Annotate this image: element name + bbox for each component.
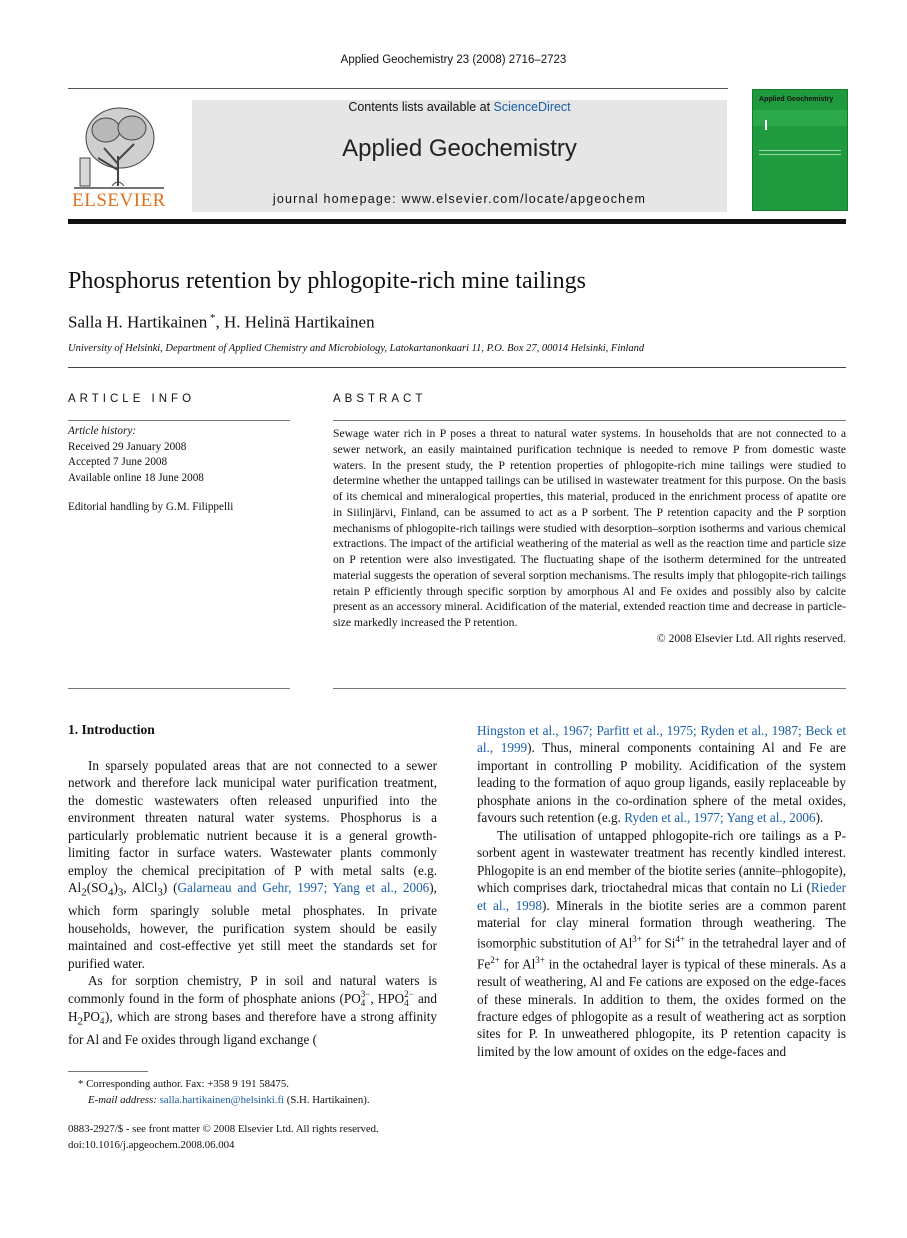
history-label: Article history: bbox=[68, 425, 137, 437]
corresponding-footnote bbox=[68, 1077, 458, 1093]
text-run: in the tetrahedral layer and of Fe bbox=[477, 935, 846, 972]
footnote-text: Corresponding author. Fax: +358 9 191 58475. bbox=[83, 1078, 289, 1090]
header-rule bbox=[68, 88, 728, 89]
email-suffix: (S.H. Hartikainen). bbox=[284, 1093, 370, 1106]
sciencedirect-link[interactable]: ScienceDirect bbox=[493, 100, 571, 114]
text-run: PO bbox=[83, 1008, 100, 1024]
ion-scripts bbox=[404, 990, 414, 1008]
issn-line: 0883-2927/$ - see front matter © 2008 Elsevier Ltd. All rights reserved. bbox=[68, 1123, 379, 1135]
article-info-bottom-rule bbox=[68, 688, 290, 689]
contents-prefix: Contents lists available at bbox=[348, 100, 494, 114]
cover-band bbox=[753, 110, 847, 126]
section-heading-introduction: 1. Introduction bbox=[68, 722, 155, 737]
received-date: Received 29 January 2008 bbox=[68, 440, 187, 453]
article-info-rule bbox=[68, 420, 290, 421]
text-run: , HPO bbox=[370, 990, 405, 1006]
cover-mark bbox=[765, 120, 767, 130]
journal-cover-thumbnail bbox=[752, 89, 848, 211]
text-run: As for sorption chemistry, P in soil and natural waters is commonly found in the form of phosphate anions (PO bbox=[68, 973, 437, 1006]
abstract-copyright: © 2008 Elsevier Ltd. All rights reserved. bbox=[656, 631, 846, 645]
editorial-handling: Editorial handling by G.M. Filippelli bbox=[68, 501, 234, 513]
text-run: ), which are strong bases and therefore have a strong affinity for Al and Fe oxides through ligand exchange ( bbox=[68, 1008, 437, 1047]
doi-line[interactable]: doi:10.1016/j.apgeochem.2008.06.004 bbox=[68, 1138, 235, 1151]
text-run: for Al bbox=[499, 956, 536, 972]
intro-paragraph-2 bbox=[68, 972, 437, 1048]
subscript: 3 bbox=[157, 886, 163, 899]
footnote-block bbox=[68, 1077, 458, 1153]
subscript: 4 bbox=[107, 886, 114, 899]
right-column bbox=[477, 722, 846, 1060]
intro-paragraph-1 bbox=[68, 757, 437, 972]
ion-scripts bbox=[361, 990, 371, 1008]
abstract-bottom-rule bbox=[333, 688, 846, 689]
cover-line bbox=[759, 154, 841, 155]
affiliation-rule bbox=[68, 367, 846, 368]
accepted-date: Accepted 7 June 2008 bbox=[68, 456, 168, 468]
superscript: 2+ bbox=[490, 955, 500, 966]
superscript: 3+ bbox=[632, 934, 642, 945]
header-thick-rule bbox=[68, 219, 846, 224]
footnote-mark: * bbox=[78, 1078, 84, 1090]
citation-link[interactable]: Galarneau and Gehr, 1997; Yang et al., 2006 bbox=[177, 880, 430, 896]
text-run: ). bbox=[815, 810, 824, 826]
subscript: 4 bbox=[99, 1015, 105, 1026]
superscript: 2− bbox=[404, 988, 414, 999]
intro-paragraph-3 bbox=[477, 827, 846, 1061]
superscript: 3− bbox=[360, 988, 371, 999]
email-label: E-mail address: bbox=[88, 1093, 160, 1106]
citation-link[interactable]: Ryden et al., 1977; Yang et al., 2006 bbox=[624, 810, 816, 826]
superscript: 3+ bbox=[535, 955, 545, 966]
corresponding-mark[interactable]: * bbox=[207, 312, 216, 324]
text-run: and H bbox=[68, 990, 437, 1024]
author-list bbox=[68, 312, 375, 333]
article-title: Phosphorus retention by phlogopite-rich mine tailings bbox=[68, 268, 586, 294]
abstract-heading: ABSTRACT bbox=[333, 393, 427, 405]
subscript: 3 bbox=[117, 886, 124, 899]
subscript: 2 bbox=[81, 886, 87, 899]
journal-title: Applied Geochemistry bbox=[342, 135, 577, 162]
journal-homepage bbox=[192, 192, 727, 206]
article-history bbox=[68, 424, 290, 516]
text-run: ) ( bbox=[162, 880, 178, 896]
superscript: − bbox=[99, 1006, 105, 1017]
citation-link[interactable]: Rieder et al., 1998 bbox=[477, 880, 846, 913]
text-run: ), which form sparingly soluble metal phosphates. In private households, however, the purification system should be easily maintained and cost-effective yet still meet the standards set for purified water. bbox=[68, 880, 437, 971]
text-run: In sparsely populated areas that are not connected to a sewer network and therefore lack municipal water purification treatment, the domestic wastewaters often released unpurified into the environment threaten natural water systems. Phosphorus is a particularly problematic nutrient because it is a general growth-limiting factor in surface waters. Wastewater plants commonly employ the chemical precipitation of P with metal salts (e.g. Al bbox=[68, 758, 437, 896]
subscript: 4 bbox=[360, 997, 366, 1008]
email-link[interactable]: salla.hartikainen@helsinki.fi bbox=[159, 1093, 285, 1106]
text-run: ). Minerals in the biotite series are a common parent material for clay mineral formation through weathering. The isomorphic substitution of Al bbox=[477, 897, 846, 951]
text-run: for Si bbox=[641, 935, 676, 951]
text-run: ). Thus, mineral components containing Al and Fe are important in controlling P mobility. Acidification of the system leading to the formation of aquo group ligands, easily replaceable by phosphate anions in the co-ordination sphere of the metal oxides, favours such retention (e.g. bbox=[477, 740, 846, 826]
elsevier-wordmark: ELSEVIER bbox=[72, 190, 166, 211]
author-name[interactable]: H. Helinä Hartikainen bbox=[224, 312, 375, 332]
subscript: 2 bbox=[77, 1015, 84, 1028]
text-run: ) bbox=[113, 880, 118, 896]
text-run: in the octahedral layer is typical of these minerals. As a result of weathering, Al and Fe cations are exposed on the edge-faces of these minerals. In addition to them, the oxides formed on the fracture edges of phlogopite as a result of weathering act as sorption sites for P. In unweathered phlogopite, its P retention capacity is limited by the low amount of oxides on the edge-faces and bbox=[477, 956, 847, 1059]
homepage-link[interactable]: www.elsevier.com/locate/apgeochem bbox=[401, 192, 647, 206]
author-separator: , bbox=[215, 312, 225, 332]
online-date: Available online 18 June 2008 bbox=[68, 471, 204, 484]
abstract-rule bbox=[333, 420, 846, 421]
text-run: The utilisation of untapped phlogopite-rich ore tailings as a P-sorbent agent in wastewater treatment has recently kindled interest. Phlogopite is an end member of the biotite series (annite–phlogopite), which comprises dark, trioctahedral micas that contain no Li ( bbox=[477, 827, 846, 896]
cover-line bbox=[759, 150, 841, 151]
left-column bbox=[68, 757, 437, 1048]
homepage-label: journal homepage: bbox=[272, 192, 402, 206]
affiliation: University of Helsinki, Department of Applied Chemistry and Microbiology, Latokartanonkaari 11, P.O. Box 27, 00014 Helsinki, Finland bbox=[68, 343, 645, 354]
superscript: 4+ bbox=[675, 934, 686, 945]
article-info-heading: ARTICLE INFO bbox=[68, 393, 196, 405]
cover-title: Applied Geochemistry bbox=[759, 96, 834, 103]
abstract-text: Sewage water rich in P poses a threat to natural water systems. In households that are not connected to a sewer network, an easily maintained purification technique is needed to remove P from domestic waste waters. In the present study, the P retention properties of phlogopite-rich mine tailings were studied to determine whether the untapped tailings can be utilised in wastewater treatment for this purpose. On the basis of its chemical and mineralogical properties, this material, produced in the enrichment process of apatite ore in Siilinjärvi, Finland, can be assumed to act as a P sorbent. The P retention capacity and the P sorption mechanisms of phlogopite-rich tailings were studied with desorption–sorption isotherms and various chemical extractions. The impact of the artificial weathering of the material as well as the reaction time and particle size on P retention were also investigated. The fluctuating shape of the isotherm determined for the untreated material suggests the operation of several sorption mechanisms. The results imply that phlogopite-rich tailings retain P efficiently through specific sorption by amorphous Al and Fe oxides and possibly also by calcite present as an accessory mineral. Acidification of the material, extended reaction time and decrease in particle-size markedly increased the P retention. bbox=[333, 427, 846, 629]
text-run: , AlCl bbox=[123, 880, 158, 896]
intro-paragraph-2-cont bbox=[477, 722, 846, 827]
contents-line bbox=[192, 100, 727, 114]
citation-link[interactable]: Hingston et al., 1967; Parfitt et al., 1975; Ryden et al., 1987; Beck et al., 1999 bbox=[477, 723, 846, 756]
author-name[interactable]: Salla H. Hartikainen bbox=[68, 312, 208, 332]
journal-reference: Applied Geochemistry 23 (2008) 2716–2723 bbox=[340, 54, 567, 66]
subscript: 4 bbox=[404, 997, 409, 1008]
abstract-body bbox=[333, 426, 846, 647]
text-run: (SO bbox=[86, 880, 108, 896]
footnote-rule bbox=[68, 1071, 148, 1072]
email-footnote bbox=[68, 1093, 458, 1109]
